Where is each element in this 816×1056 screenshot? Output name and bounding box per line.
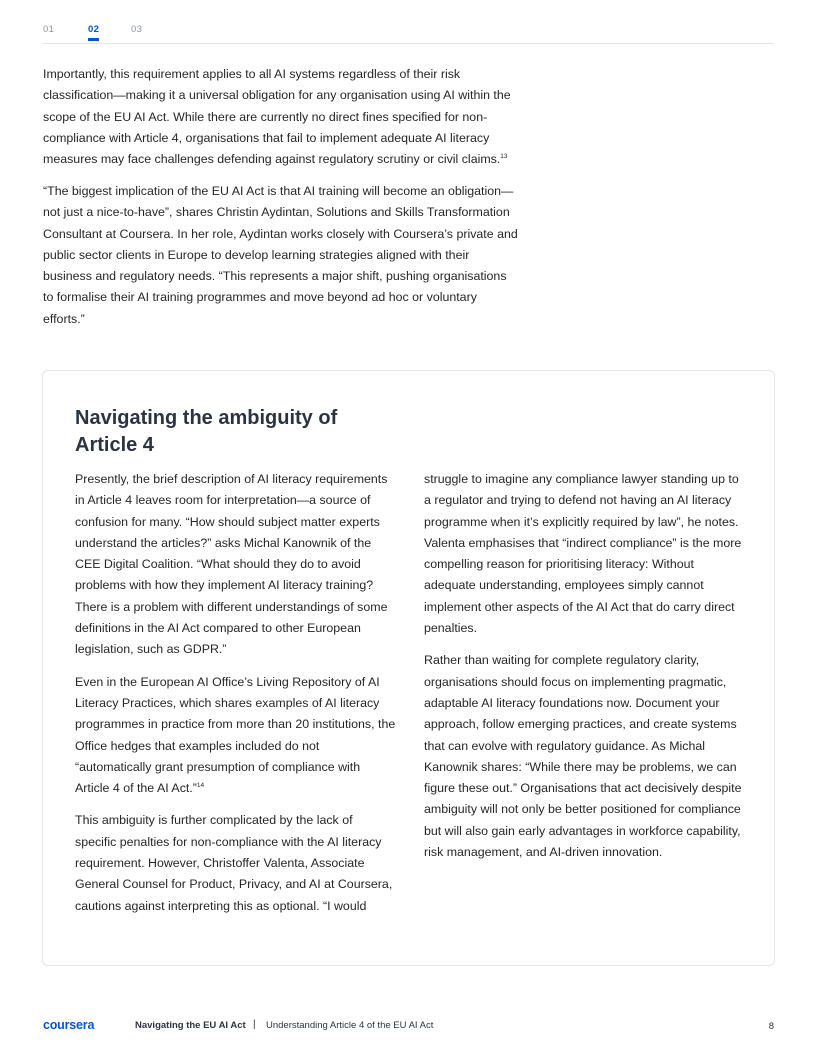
coursera-logo[interactable]: coursera	[43, 1018, 95, 1032]
article-4-callout-box	[42, 370, 775, 966]
callout-left-column	[75, 469, 397, 928]
tab-01[interactable]: 01	[43, 24, 55, 35]
callout-left-paragraph-1: Presently, the brief description of AI literacy requirements in Article 4 leaves room for interpretation—a source of confusion for many. “How should subject matter experts understand the articles?” asks Michal Kanownik of the CEE Digital Coalition. “What should they do to avoid problems with how they implement AI literacy training? There is a problem with different understandings of some definitions in the AI Act compared to other European legislation, such as GDPR.”	[75, 472, 388, 657]
callout-left-paragraph-2: Even in the European AI Office’s Living Repository of AI Literacy Practices, which shares examples of AI literacy programmes in practice from more than 20 institutions, the Office hedges that examples included do not “automatically grant presumption of compliance with Article 4 of the AI Act.”$^{14}$	[75, 674, 396, 796]
callout-left-paragraph-3: This ambiguity is further complicated by the lack of specific penalties for non-compliance with the AI literacy requirement. However, Christoffer Valenta, Associate General Counsel for Product, Privacy, and AI at Coursera, cautions against interpreting this as optional. “I would	[75, 813, 393, 913]
page-footer	[43, 1016, 774, 1036]
tab-03[interactable]: 03	[131, 24, 143, 35]
section-tabs	[43, 0, 774, 44]
tab-02[interactable]: 02	[88, 24, 100, 35]
footer-document-title: Navigating the EU AI Act	[135, 1020, 246, 1031]
footnote-14[interactable]: 14	[196, 782, 205, 790]
callout-right-paragraph-2: Rather than waiting for complete regulatory clarity, organisations should focus on implementing pragmatic, adaptable AI literacy foundations now. Document your approach, follow emerging practices, and create systems that can evolve with regulatory guidance. As Michal Kanownik shares: “While there may be problems, we can figure these out.” Organisations that act decisively despite ambiguity will not only be better positioned for compliance but will also gain early advantages in workforce capability, risk management, and AI-driven innovation.	[424, 653, 742, 860]
intro-paragraph-1: Importantly, this requirement applies to all AI systems regardless of their risk classification—making it a universal obligation for any organisation using AI within the scope of the EU AI Act. While there are currently no direct fines specified for non-compliance with Article 4, organisations that fail to implement adequate AI literacy measures may face challenges defending against regulatory scrutiny or civil claims.$^{13}$	[43, 67, 511, 167]
callout-title: Navigating the ambiguity of Article 4	[75, 407, 338, 456]
intro-section	[43, 64, 518, 341]
footer-section-title: Understanding Article 4 of the EU AI Act	[266, 1020, 434, 1031]
footer-separator: |	[253, 1019, 256, 1030]
callout-right-column	[424, 469, 749, 874]
footnote-13[interactable]: 13	[500, 153, 508, 161]
callout-right-paragraph-1: struggle to imagine any compliance lawyer standing up to a regulator and trying to defend not having an AI literacy programme when it’s explicitly required by law”, he notes. Valenta emphasises that “indirect compliance” is the more compelling reason for prioritising literacy: Without adequate understanding, employees simply cannot implement other aspects of the AI Act that do carry direct penalties.	[424, 472, 742, 636]
intro-paragraph-2: “The biggest implication of the EU AI Act is that AI training will become an obligation—not just a nice-to-have”, shares Christin Aydintan, Solutions and Skills Transformation Consultant at Coursera. In her role, Aydintan works closely with Coursera’s private and public sector clients in Europe to develop learning strategies aligned with their business and regulatory needs. “This represents a major shift, pushing organisations to formalise their AI training programmes and move beyond ad hoc or voluntary efforts.”	[43, 183, 518, 326]
page-number: 8	[768, 1021, 774, 1032]
